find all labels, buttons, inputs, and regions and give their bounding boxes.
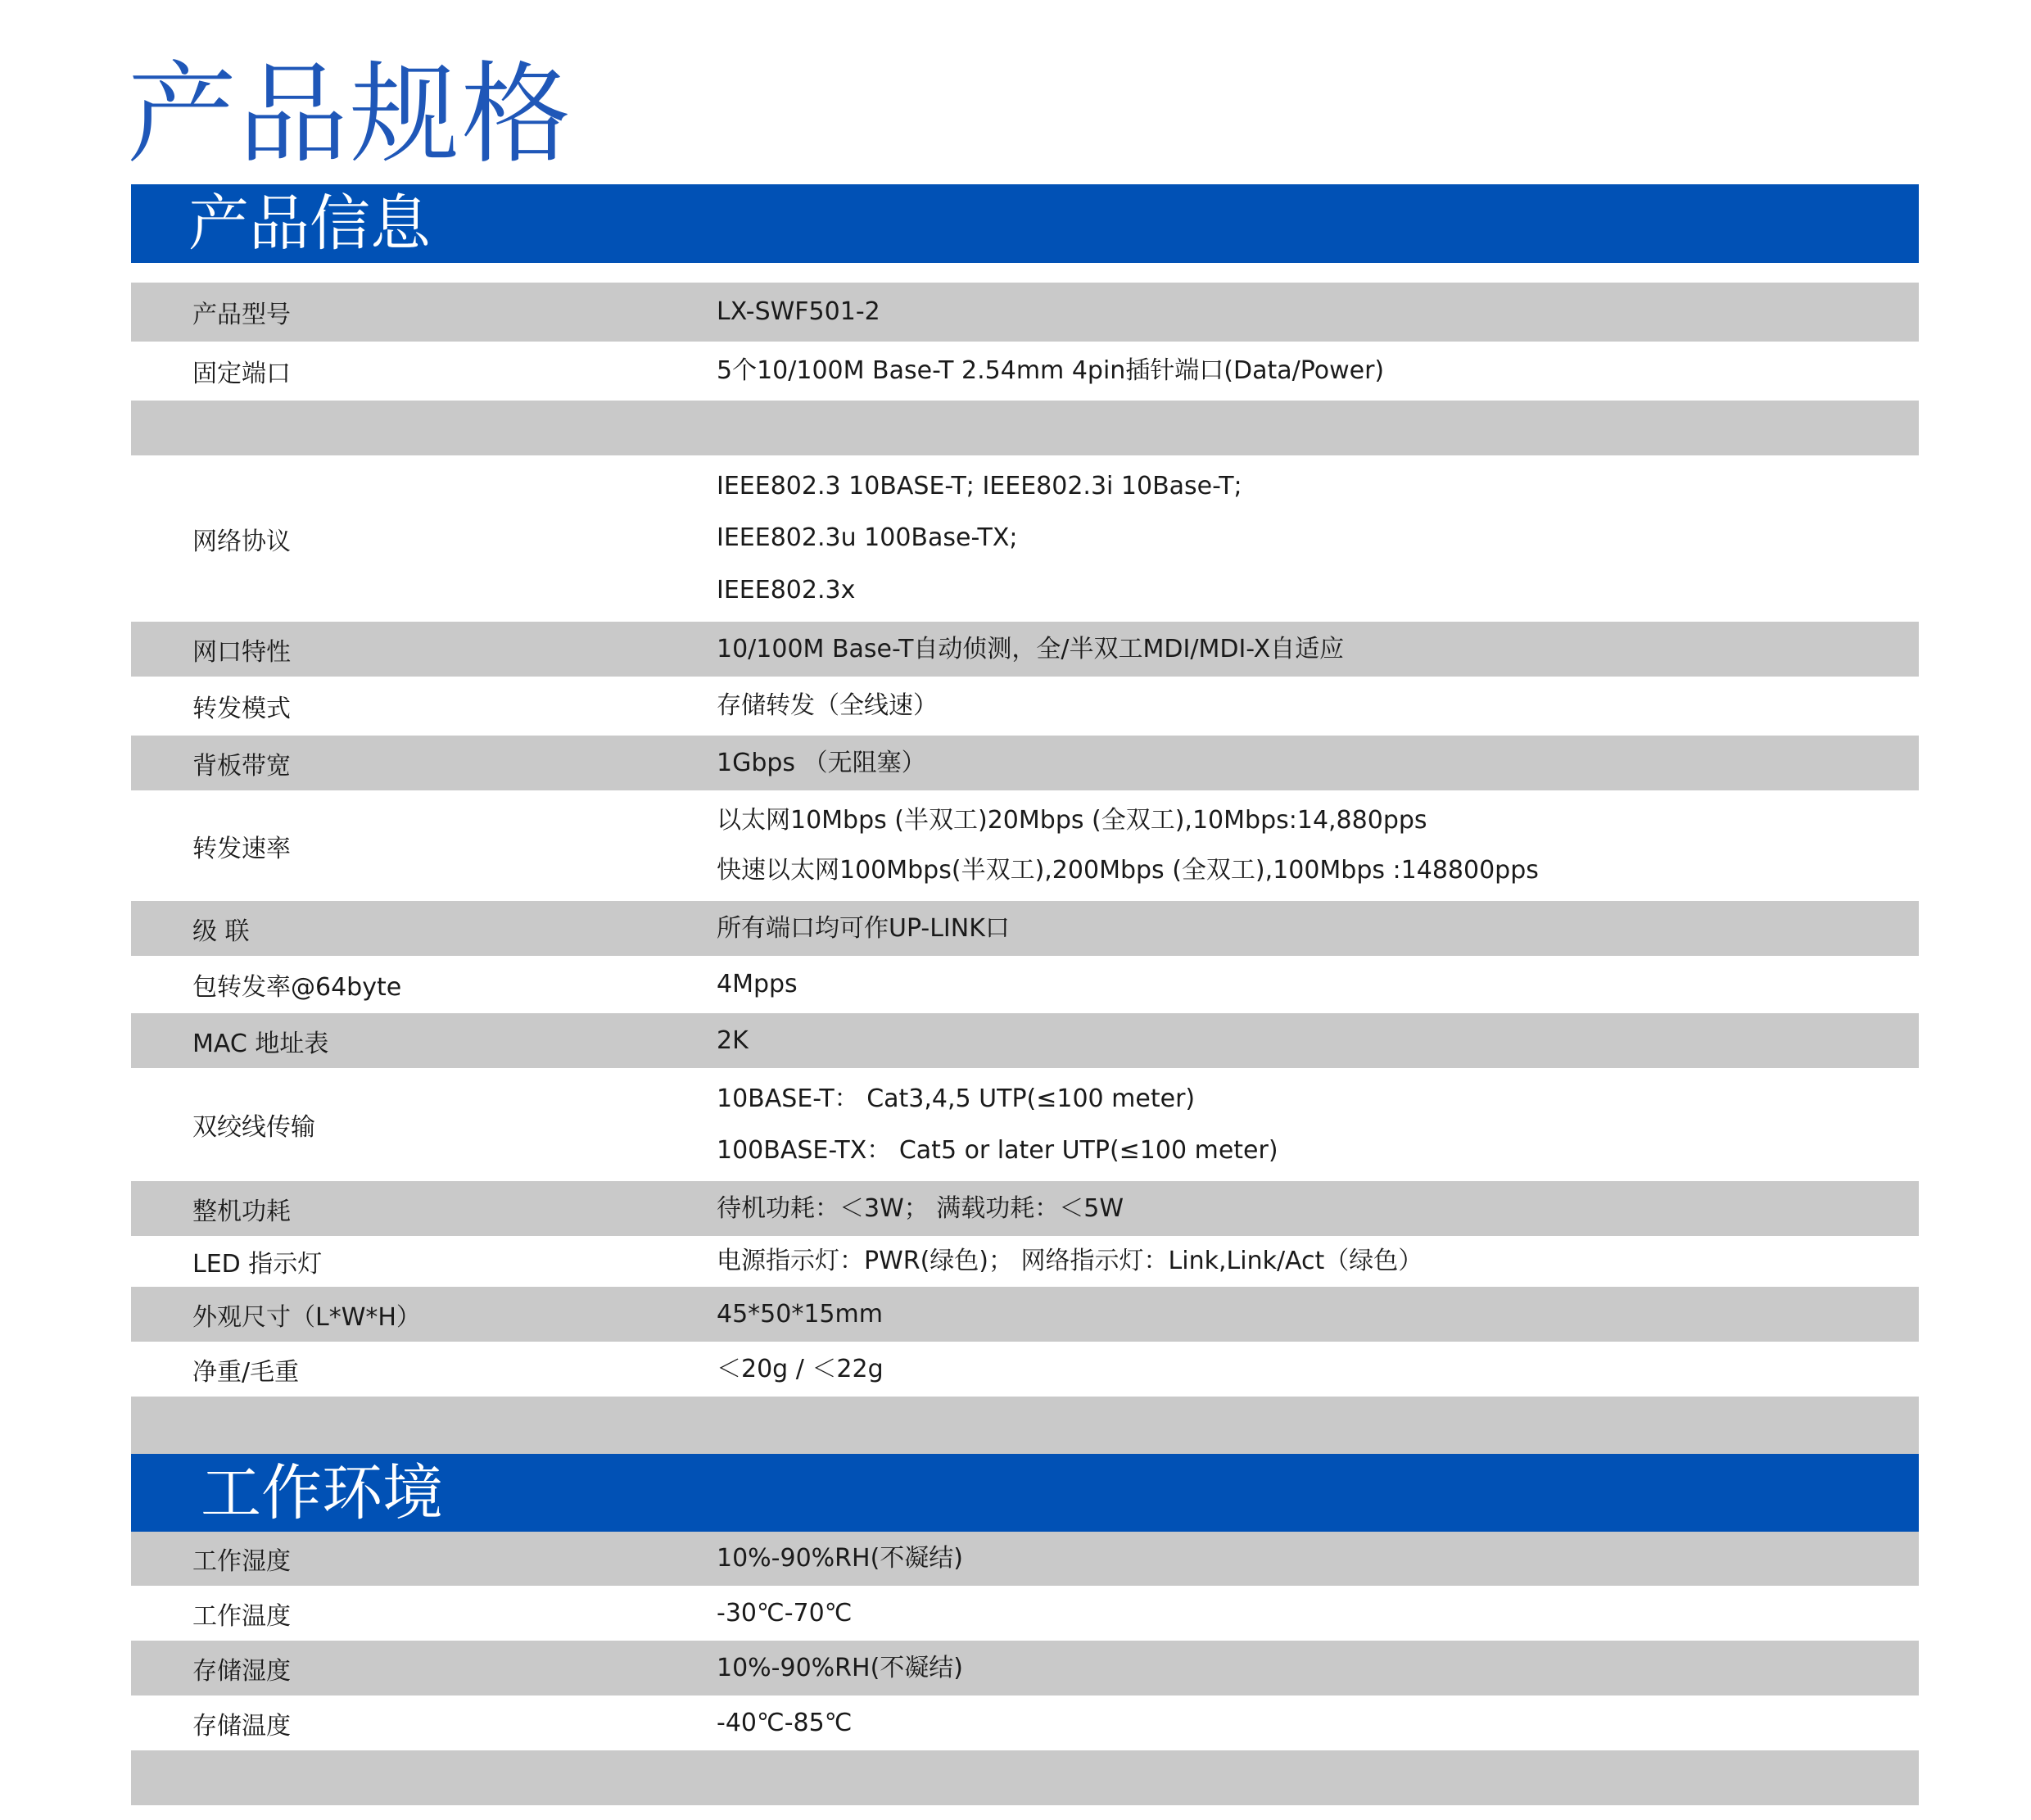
spec-value-line: 10BASE-T： Cat3,4,5 UTP(≤100 meter) bbox=[717, 1084, 1196, 1113]
spec-value-line: IEEE802.3x bbox=[717, 576, 856, 605]
spec-label: 背板带宽 bbox=[192, 751, 291, 781]
spec-value-line: 快速以太网100Mbps(半双工),200Mbps (全双工),100Mbps :148800pps bbox=[717, 856, 1539, 885]
spec-value bbox=[717, 790, 1539, 901]
spec-row bbox=[131, 1068, 1919, 1181]
spec-label: 固定端口 bbox=[192, 360, 291, 388]
spec-row bbox=[131, 790, 1919, 901]
spec-value bbox=[717, 1695, 852, 1750]
spec-value-line: 以太网10Mbps (半双工)20Mbps (全双工),10Mbps:14,880pps bbox=[717, 805, 1427, 835]
spec-row bbox=[131, 1532, 1919, 1586]
spec-value bbox=[717, 1287, 883, 1342]
spec-row bbox=[131, 1287, 1919, 1342]
spec-value-line: -30℃-70℃ bbox=[717, 1598, 853, 1628]
spec-value-line: 存储转发（全线速） bbox=[717, 691, 938, 720]
spec-value bbox=[717, 677, 938, 736]
spec-label: 双绞线传输 bbox=[192, 1113, 315, 1142]
spec-row bbox=[131, 1586, 1919, 1641]
spec-row bbox=[131, 1236, 1919, 1287]
spec-label: 网口特性 bbox=[192, 637, 291, 667]
spec-value-line: 所有端口均可作UP-LINK口 bbox=[717, 913, 1010, 943]
spec-row bbox=[131, 1342, 1919, 1397]
spec-label: 级 联 bbox=[192, 917, 250, 946]
spec-value bbox=[717, 1342, 884, 1397]
spec-row-empty bbox=[131, 1397, 1919, 1454]
spec-value-line: 10%-90%RH(不凝结) bbox=[717, 1544, 963, 1573]
spec-value bbox=[717, 956, 798, 1013]
spec-value bbox=[717, 1068, 1278, 1181]
spec-label: 存储温度 bbox=[192, 1711, 291, 1741]
spec-label: 转发速率 bbox=[192, 834, 291, 863]
spec-value bbox=[717, 1181, 1124, 1236]
spec-row bbox=[131, 342, 1919, 401]
spec-row-empty bbox=[131, 1750, 1919, 1805]
spec-label: 工作湿度 bbox=[192, 1547, 291, 1576]
spec-label: 工作温度 bbox=[192, 1601, 291, 1631]
spec-value bbox=[717, 1013, 749, 1068]
spec-value-line: 电源指示灯：PWR(绿色)； 网络指示灯：Link,Link/Act（绿色） bbox=[717, 1247, 1423, 1275]
section-title: 产品信息 bbox=[131, 184, 1919, 263]
spec-value bbox=[717, 1532, 963, 1586]
spec-row bbox=[131, 736, 1919, 790]
spec-label: 包转发率@64byte bbox=[192, 973, 402, 1002]
spec-value-line: LX-SWF501-2 bbox=[717, 297, 880, 326]
spec-label: 网络协议 bbox=[192, 527, 291, 556]
spec-value bbox=[717, 1236, 1423, 1287]
spec-value bbox=[717, 901, 1010, 956]
spec-label: 整机功耗 bbox=[192, 1197, 291, 1226]
spec-value bbox=[717, 455, 1242, 622]
spec-value bbox=[717, 1586, 852, 1641]
spec-label: 转发模式 bbox=[192, 695, 291, 723]
spec-label: 存储湿度 bbox=[192, 1656, 291, 1686]
spec-row bbox=[131, 1181, 1919, 1236]
spec-label: MAC 地址表 bbox=[192, 1029, 329, 1058]
spec-row bbox=[131, 1695, 1919, 1750]
spec-value-line: 10/100M Base-T自动侦测，全/半双工MDI/MDI-X自适应 bbox=[717, 634, 1345, 663]
spec-value-line: 45*50*15mm bbox=[717, 1299, 883, 1329]
spec-value bbox=[717, 283, 880, 342]
spec-row bbox=[131, 1641, 1919, 1695]
spec-value-line: 4Mpps bbox=[717, 970, 798, 998]
spec-value-line: IEEE802.3 10BASE-T; IEEE802.3i 10Base-T; bbox=[717, 471, 1242, 500]
spec-row bbox=[131, 455, 1919, 622]
spec-value-line: -40℃-85℃ bbox=[717, 1708, 853, 1737]
spec-row bbox=[131, 901, 1919, 956]
spec-value-line: IEEE802.3u 100Base-TX; bbox=[717, 523, 1018, 553]
spec-value-line: 2K bbox=[717, 1025, 749, 1055]
spec-row bbox=[131, 1013, 1919, 1068]
spec-value-line: 1Gbps （无阻塞） bbox=[717, 748, 926, 777]
spec-value bbox=[717, 342, 1384, 401]
spec-value-line: ＜20g / ＜22g bbox=[717, 1354, 884, 1383]
spec-value bbox=[717, 1641, 963, 1695]
spec-value-line: 5个10/100M Base-T 2.54mm 4pin插针端口(Data/Power) bbox=[717, 356, 1385, 385]
spec-label: 外观尺寸（L*W*H） bbox=[192, 1302, 421, 1332]
section-title: 工作环境 bbox=[131, 1454, 1919, 1533]
page-title: 产品规格 bbox=[127, 51, 573, 179]
spec-row-empty bbox=[131, 401, 1919, 455]
spec-row bbox=[131, 677, 1919, 736]
spec-label: 净重/毛重 bbox=[192, 1357, 300, 1387]
spec-row bbox=[131, 283, 1919, 342]
spec-value bbox=[717, 736, 926, 790]
spec-value bbox=[717, 622, 1344, 677]
spec-row bbox=[131, 622, 1919, 677]
spec-value-line: 100BASE-TX： Cat5 or later UTP(≤100 meter) bbox=[717, 1135, 1278, 1165]
spec-label: 产品型号 bbox=[192, 301, 291, 329]
spec-row bbox=[131, 956, 1919, 1013]
spec-value-line: 待机功耗：＜3W； 满载功耗：＜5W bbox=[717, 1193, 1124, 1223]
spec-value-line: 10%-90%RH(不凝结) bbox=[717, 1653, 963, 1682]
spec-label: LED 指示灯 bbox=[192, 1250, 323, 1279]
